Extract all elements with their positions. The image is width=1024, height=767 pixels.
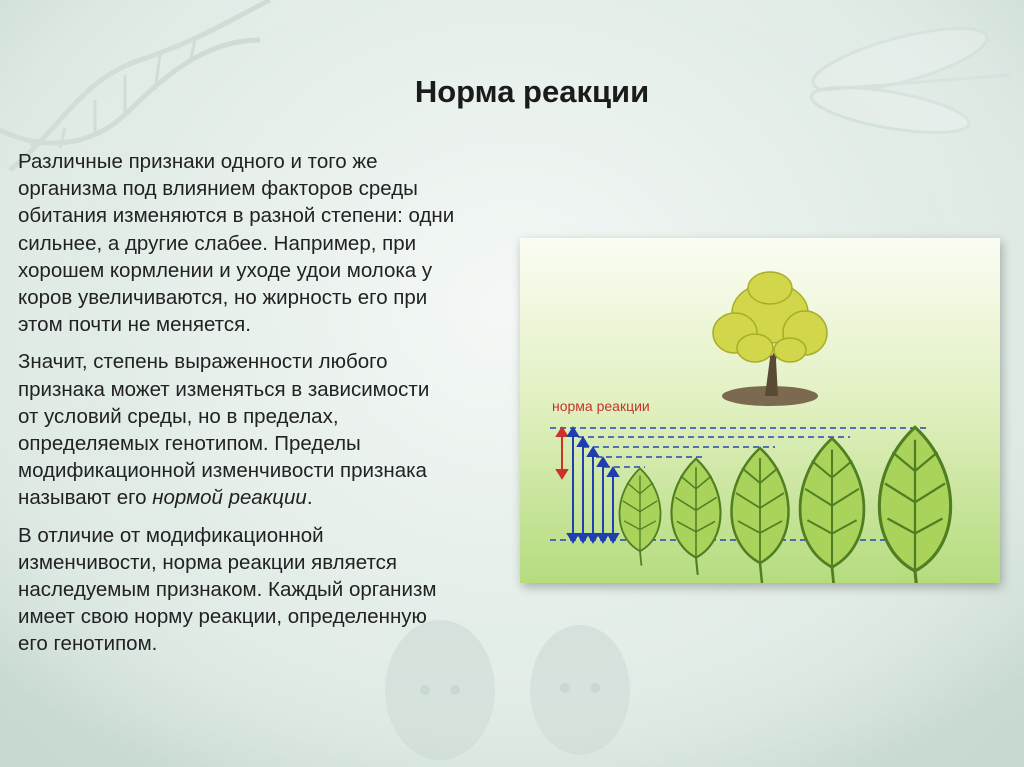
leaf-1	[619, 468, 660, 565]
norm-arrow-red	[557, 428, 567, 478]
leaf-2	[671, 459, 720, 575]
body-text	[18, 148, 518, 668]
paragraph-2-emphasis: нормой реакции	[152, 486, 307, 510]
paragraph-2-text: Значит, степень выраженности любого признака может изменяться в зависимости от условий среды, но в пределах, определяемых генотипом. Пределы модификационной изменчивости признака называют его	[18, 350, 430, 510]
leaf-3	[732, 448, 789, 583]
paragraph-2	[18, 348, 518, 511]
paragraph-2-end: .	[306, 486, 313, 510]
reaction-norm-figure	[520, 238, 1000, 583]
paragraph-3: В отличие от модификационной изменчивости, норма реакции является наследуемым признаком. Каждый организм имеет свою норму реакции, определенную его генотипом.	[18, 523, 437, 656]
leaves	[619, 427, 950, 583]
paragraph-1: Различные признаки одного и того же организма под влиянием факторов среды обитания изменяются в разной степени: одни сильнее, а другие слабее. Например, при хорошем кормлении и уходе удои молока у коров увеличиваются, но жирность его при этом почти не меняется.	[18, 150, 455, 337]
leaf-4	[800, 438, 864, 583]
norm-reaction-label: норма реакции	[552, 398, 650, 414]
tree-illustration	[713, 272, 827, 406]
slide-title: Норма реакции	[414, 74, 650, 109]
leaf-5	[879, 427, 950, 583]
measure-arrows-blue	[568, 428, 618, 542]
